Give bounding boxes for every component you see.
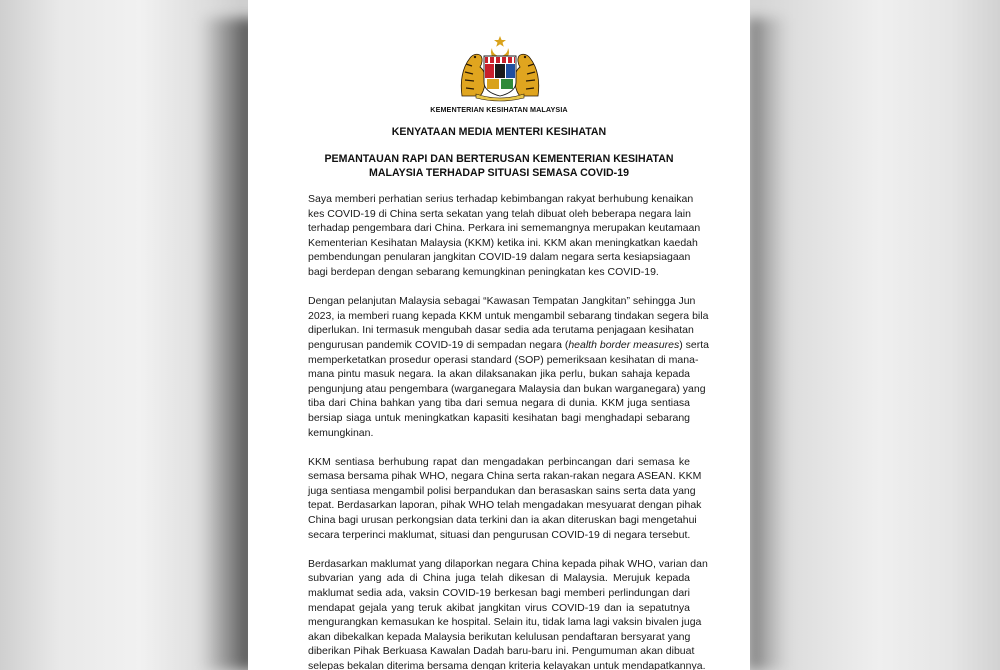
paragraph [308, 294, 709, 440]
text-line: Berdasarkan maklumat yang dilaporkan negara China kepada pihak WHO, varian dan [308, 557, 708, 570]
text-line-with-italic: pengurusan pandemik COVID-19 di sempadan negara (health border measures) serta [308, 338, 709, 351]
text-line: juga sentiasa mengambil polisi berpandukan dan berasaskan sains serta data yang [308, 484, 696, 497]
text-line: mengurangkan kemasukan ke hospital. Selain itu, tidak lama lagi vaksin bivalen juga [308, 616, 702, 629]
text-line: memperketatkan prosedur operasi standard (SOP) pemeriksaan kesihatan di mana- [308, 353, 699, 366]
text-line: maklumat sedia ada, vaksin COVID-19 berkesan bagi memberi perlindungan dari [308, 587, 690, 600]
text-line: diberikan Pihak Berkuasa Kawalan Dadah baru-baru ini. Pengumuman akan dibuat [308, 645, 695, 658]
statement-title-line: PEMANTAUAN RAPI DAN BERTERUSAN KEMENTERIAN KESIHATAN [324, 153, 674, 165]
ministry-name: KEMENTERIAN KESIHATAN MALAYSIA [430, 105, 568, 114]
text-line: terhadap pengembara dari China. Perkara ini sememangnya merupakan keutamaan [308, 222, 701, 235]
statement-heading: KENYATAAN MEDIA MENTERI KESIHATAN [391, 126, 607, 138]
text-line: selepas bekalan diterima bersama dengan kriteria kelayakan untuk mendapatkannya. [308, 660, 706, 670]
text-line: KKM sentiasa berhubung rapat dan mengadakan perbincangan dari semasa ke [308, 455, 690, 468]
text-line: Saya memberi perhatian serius terhadap kebimbangan rakyat berhubung kenaikan [308, 193, 694, 205]
statement-title-line: MALAYSIA TERHADAP SITUASI SEMASA COVID-19 [369, 167, 629, 179]
paragraph [308, 557, 708, 670]
page-shadow-right [748, 18, 788, 670]
text-line: mendapat gejala yang teruk akibat jangkitan virus COVID-19 dan ia sepatutnya [308, 601, 690, 614]
italic-phrase: health border measures [568, 338, 680, 351]
paragraph [308, 455, 702, 543]
text-line: kes COVID-19 di China serta sekatan yang telah dibuat oleh beberapa negara lain [308, 207, 691, 220]
statement-title [288, 152, 710, 180]
text-line: akan dibekalkan kepada Malaysia berikutan kelulusan pendaftaran bersyarat yang [308, 630, 691, 643]
statement-body [308, 192, 709, 670]
text-line: bersiap siaga untuk meningkatkan kapasiti kesihatan bagi menghadapi sebarang [308, 411, 690, 424]
text-line: pembendungan penularan jangkitan COVID-19 dalam negara serta kesiapsiagaan [308, 251, 691, 264]
text-line: bagi berdepan dengan sebarang kemungkinan peningkatan kes COVID-19. [308, 265, 659, 278]
malaysia-coat-of-arms-icon [454, 34, 546, 102]
text-line: 2023, ia memberi ruang kepada KKM untuk mengambil sebarang tindakan segera bila [308, 309, 709, 322]
text-line: Kementerian Kesihatan Malaysia (KKM) ketika ini. KKM akan meningkatkan kaedah [308, 236, 698, 249]
press-release-page [248, 0, 750, 670]
text-line: mana pintu masuk negara. Ia akan dilaksanakan jika perlu, bukan sahaja kepada [308, 368, 690, 381]
text-line: kemungkinan. [308, 426, 374, 439]
text-line: China bagi urusan perkongsian data terkini dan ia akan diteruskan bagi mengetahui [308, 514, 697, 527]
text-line: diperlukan. Ini termasuk mengubah dasar sedia ada terutama penjagaan kesihatan [308, 324, 694, 337]
text-line: subvarian yang ada di China juga telah dikesan di Malaysia. Merujuk kepada [308, 572, 690, 585]
text-line: semasa bersama pihak WHO, negara China serta rakan-rakan negara ASEAN. KKM [308, 470, 702, 483]
text-line: tiba dari China bahkan yang tiba dari semua negara di dunia. KKM juga sentiasa [308, 397, 690, 410]
text-line: tepat. Berdasarkan laporan, pihak WHO telah mengadakan mesyuarat dengan pihak [308, 499, 702, 512]
text-line: pengunjung atau pengembara (warganegara Malaysia dan bukan warganegara) yang [308, 382, 706, 395]
text-line: Dengan pelanjutan Malaysia sebagai “Kawasan Tempatan Jangkitan” sehingga Jun [308, 295, 696, 308]
paragraph [308, 192, 701, 280]
text-line: secara terperinci maklumat, situasi dan pengurusan COVID-19 di negara tersebut. [308, 528, 691, 541]
